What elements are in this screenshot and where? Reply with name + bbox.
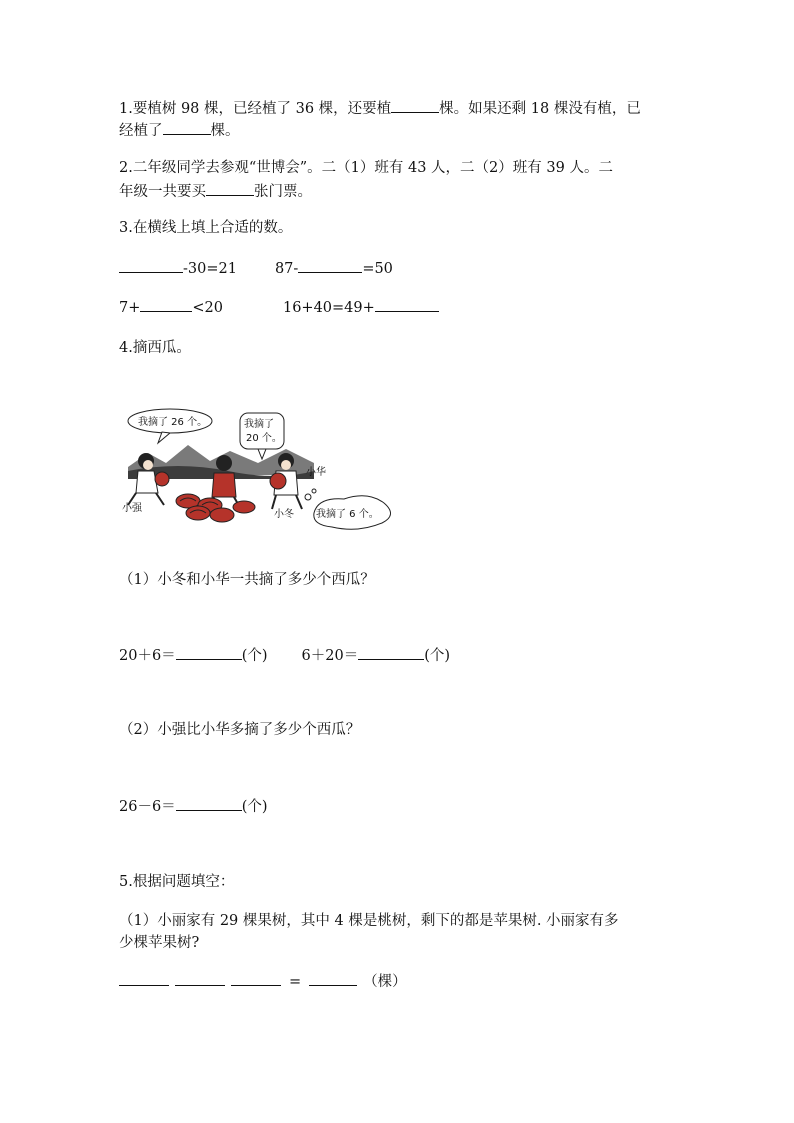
q5-title: 5.根据问题填空： (119, 874, 235, 890)
q5-blank-3[interactable] (231, 971, 281, 986)
bubble-mid-text-1: 我摘了 (244, 419, 274, 430)
q4-unit-3: (个) (241, 799, 268, 815)
q5-blank-4[interactable] (309, 971, 357, 986)
q1-text-a: 1.要植树 98 棵，已经植了 36 棵，还要植 (119, 101, 392, 117)
q5-equation (119, 971, 407, 992)
q2-blank[interactable] (206, 181, 254, 196)
q4-sub1-equations (119, 645, 450, 666)
q1-blank-1[interactable] (391, 98, 439, 113)
bubble-left-text: 我摘了 26 个。 (138, 417, 208, 428)
q5-blank-1[interactable] (119, 971, 169, 986)
q4-blank-3[interactable] (176, 796, 242, 811)
q3-eq-4: 16+40=49+ (282, 300, 375, 316)
q4-blank-2[interactable] (358, 645, 424, 660)
q2-text-a: 年级一共要买 (119, 184, 206, 200)
q2-line2 (119, 181, 312, 202)
bubble-mid-text-2: 20 个。 (246, 433, 282, 444)
q4-eq-1: 20＋6＝ (119, 648, 176, 664)
q3-row2 (119, 297, 439, 318)
q1-text-d: 棵。 (210, 123, 240, 139)
bubble-tail-left (158, 432, 170, 443)
q4-unit-1: (个) (241, 648, 268, 664)
watermelon-illustration (118, 405, 394, 531)
q1-text-b: 棵。如果还剩 18 棵没有植，已 (439, 101, 641, 117)
q1-blank-2[interactable] (163, 120, 211, 135)
bubble-right-text: 我摘了 6 个。 (316, 509, 379, 520)
q4-sub2: （2）小强比小华多摘了多少个西瓜？ (119, 722, 361, 738)
q5-sub1-line1: （1）小丽家有 29 棵果树，其中 4 棵是桃树，剩下的都是苹果树. 小丽家有多 (119, 913, 619, 929)
q1-line1 (119, 98, 641, 119)
q3-title: 3.在横线上填上合适的数。 (119, 220, 293, 236)
q3-blank-2[interactable] (298, 258, 362, 273)
q5-unit: （棵） (363, 974, 407, 990)
q3-eq-2a: 87- (274, 261, 299, 277)
q1-text-c: 经植了 (119, 123, 163, 139)
q5-sub1-line2: 少棵苹果树? (119, 935, 200, 951)
q2-line1: 2.二年级同学去参观“世博会”。二（1）班有 43 人，二（2）班有 39 人。二 (119, 160, 613, 176)
watermelon-pile (176, 494, 255, 522)
q4-sub2-equation (119, 796, 268, 817)
q3-eq-1: -30=21 (183, 261, 237, 277)
q5-blank-2[interactable] (175, 971, 225, 986)
name-xiaodong: 小冬 (274, 509, 294, 520)
q3-eq-3b: <20 (192, 300, 223, 316)
q3-blank-1[interactable] (119, 258, 183, 273)
q3-row1 (119, 258, 393, 279)
name-xiaohua: 小华 (306, 467, 326, 478)
q3-blank-3[interactable] (140, 297, 192, 312)
q2-text-b: 张门票。 (254, 184, 312, 200)
bubble-tail-mid (258, 449, 266, 459)
q4-title: 4.摘西瓜。 (119, 340, 191, 356)
q4-sub1: （1）小冬和小华一共摘了多少个西瓜？ (119, 572, 375, 588)
q1-line2 (119, 120, 240, 141)
name-xiaoqiang: 小强 (122, 503, 142, 514)
q3-eq-2b: =50 (362, 261, 393, 277)
q4-eq-2: 6＋20＝ (301, 648, 359, 664)
bubble-dot-1 (305, 494, 311, 500)
q3-eq-3a: 7+ (119, 300, 141, 316)
q3-blank-4[interactable] (375, 297, 439, 312)
q4-eq-3: 26－6＝ (119, 799, 176, 815)
q4-blank-1[interactable] (176, 645, 242, 660)
bubble-dot-2 (312, 489, 316, 493)
q5-eq-sign: = (289, 974, 302, 990)
q4-unit-2: (个) (424, 648, 451, 664)
